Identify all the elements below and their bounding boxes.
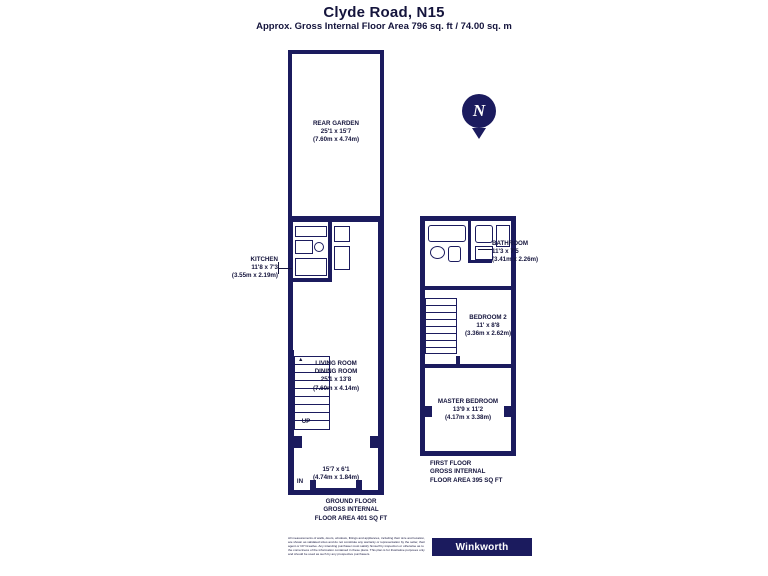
bathroom-dim-metric: (3.41m x 2.26m) [492,256,539,264]
ground-floor-area-line-3: FLOOR AREA 401 SQ FT [314,514,388,522]
wash-basin [430,246,445,259]
entry-label: IN [296,478,304,485]
bedroom2-dim-metric: (3.36m x 2.62m) [464,330,512,338]
kitchen-appliance [334,226,350,242]
brand-logo [432,538,532,556]
bathtub [428,225,466,242]
kitchen-dim-imperial: 11'8 x 7'3 [251,264,278,272]
room-label-kitchen [196,256,278,281]
room-label-bathroom [492,240,584,265]
living-room-name: LIVING ROOM [315,360,357,367]
front-room-dimension [296,466,376,482]
living-dining-dim-metric: (7.60m x 4.14m) [312,384,360,392]
living-wall-right [378,350,384,470]
kitchen-wall-left [288,216,293,356]
kitchen-internal-wall-2 [293,278,332,282]
first-floor-area-line-3: FLOOR AREA 395 SQ FT [430,476,503,484]
toilet [448,246,461,262]
first-floor-area-line-2: GROSS INTERNAL [430,468,486,476]
kitchen-leader-tick [278,262,279,274]
compass-needle [472,128,486,139]
rear-garden-dim-imperial: 25'1 x 15'7 [320,128,352,136]
first-floor-area-line-1: FIRST FLOOR [430,460,472,467]
bathroom-leader-line [478,249,492,250]
ground-floor-plan [288,50,384,495]
disclaimer-text: All measurements of walls, doors, windows, fittings and appliances, including their size and location, are shown as validated sizes and do not constitute any warranty or representation by the seller, their agent or CP Creative. Any intending purchaser must satisfy himself by inspection or otherwise as to the correctness of the information contained in these plans. This plan is for illustrative purposes only and should be used as such by any prospective purchasers. [288,536,426,556]
living-dining-dim-imperial: 25'1 x 13'8 [320,376,352,384]
chimney-breast-right [370,436,378,448]
garden-wall-left [288,50,292,220]
kitchen-hob-burner [314,242,324,252]
bathroom-internal-wall [468,221,471,261]
kitchen-dim-metric: (3.55m x 2.19m) [231,272,278,280]
page-title: Clyde Road, N15 [323,4,445,21]
compass-dial [462,94,496,128]
garden-wall-right [380,50,384,220]
compass-letter: N [472,101,486,120]
kitchen-counter-2 [295,258,327,276]
ground-floor-area-line-1: GROUND FLOOR [325,498,377,505]
garden-kitchen-divider [288,216,384,222]
stairs-up-arrow: ▲ [298,357,304,363]
kitchen-internal-wall [328,222,332,282]
rear-garden-dim-metric: (7.60m x 4.74m) [312,136,360,144]
master-bedroom-name: MASTER BEDROOM [437,398,499,405]
bedroom2-name: BEDROOM 2 [469,314,507,321]
master-bedroom-dim-metric: (4.17m x 3.38m) [444,414,492,422]
kitchen-leader-line [278,268,292,269]
bathroom-divider-wall [425,286,511,290]
kitchen-name: KITCHEN [250,256,278,263]
ground-floor-area-block [296,498,406,523]
brand-name: Winkworth [455,541,509,553]
rear-garden-name: REAR GARDEN [312,120,360,127]
bathroom-internal-wall-2 [468,260,492,263]
kitchen-cupboard [334,246,350,270]
room-label-living-dining [296,360,376,393]
garden-wall-top [288,50,384,54]
bathroom-name: BATHROOM [492,240,528,247]
kitchen-sink [295,240,313,254]
room-label-bedroom-2 [428,314,548,339]
room-label-rear-garden [296,120,376,145]
north-compass [462,94,496,139]
kitchen-wall-right [378,216,384,356]
shower-tray [475,225,493,243]
front-dim-imperial: 15'7 x 6'1 [322,466,350,473]
front-dim-metric: (4.74m x 1.84m) [312,474,360,482]
first-floor-area-block [430,460,550,485]
dining-room-name: DINING ROOM [314,368,358,376]
bedroom2-dim-imperial: 11' x 8'8 [476,322,500,330]
bedroom-divider-wall [425,364,511,368]
stairs-up-label: UP [301,418,311,425]
page-subtitle: Approx. Gross Internal Floor Area 796 sq. ft / 74.00 sq. m [256,21,512,32]
chimney-breast-left [294,436,302,448]
bathroom-dim-imperial: 11'3 x 7'5 [492,248,519,256]
master-bedroom-dim-imperial: 13'9 x 11'2 [452,406,484,414]
landing-wall [456,356,460,368]
room-label-master-bedroom [408,398,528,423]
kitchen-counter-1 [295,226,327,237]
bay-window [314,488,358,495]
ground-floor-area-line-2: GROSS INTERNAL [323,506,379,514]
first-floor-wall-bottom [420,451,516,456]
